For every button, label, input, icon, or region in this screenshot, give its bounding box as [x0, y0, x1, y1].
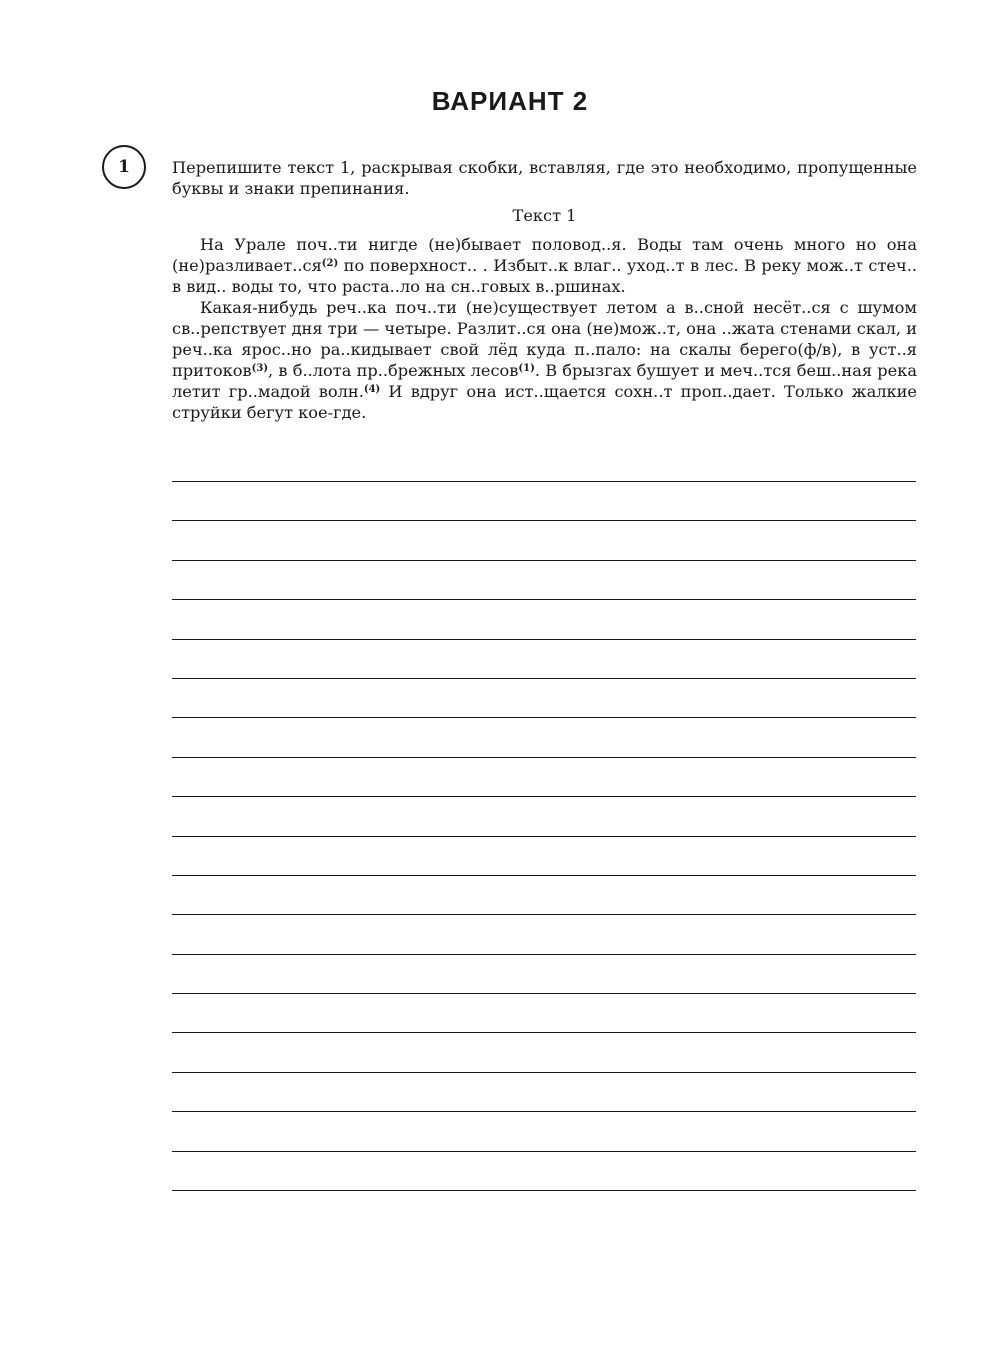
task-number-badge: 1 — [102, 145, 146, 189]
paragraph-1-text: На Урале поч..ти нигде (не)бывает половод..я. Воды там очень много но она (не)разливает..ся — [172, 235, 917, 275]
answer-line — [172, 678, 916, 717]
answer-line — [172, 1111, 916, 1150]
footnote-mark-4: (4) — [363, 384, 381, 395]
answer-line — [172, 757, 916, 796]
paragraph-2-text-cont-2: . В брызгах бушует и меч..тся беш..ная река летит гр..мадой волн. — [172, 361, 918, 401]
answer-line — [172, 1032, 916, 1071]
answer-lines — [172, 481, 916, 1229]
answer-line — [172, 954, 916, 993]
answer-line — [172, 836, 916, 875]
variant-title: ВАРИАНТ 2 — [431, 86, 589, 116]
answer-line — [172, 875, 916, 914]
answer-line — [172, 796, 916, 835]
answer-line — [172, 560, 916, 599]
text-passage — [172, 234, 917, 423]
answer-line — [172, 993, 916, 1032]
answer-line — [172, 481, 916, 520]
paragraph-1-text-cont: по поверхност.. . Избыт..к влаг.. уход..т в лес. В реку мож..т стеч.. в вид.. воды то, что раста..ло на сн..говых в..ршинах. — [172, 256, 917, 296]
answer-line — [172, 599, 916, 638]
answer-line — [172, 520, 916, 559]
answer-line — [172, 1151, 916, 1190]
answer-line — [172, 914, 916, 953]
paragraph-2-text-cont-3: И вдруг она ист..щается сохн..т проп..дает. Только жалкие струйки бегут кое-где. — [172, 382, 917, 422]
answer-line — [172, 1072, 916, 1111]
paragraph-2-text: Какая-нибудь реч..ка поч..ти (не)существует летом а в..сной несёт..ся с шумом св..репствует дня три — четыре. Разлит..ся она (не)мож..т, она ..жата стенами скал, и реч..ка ярос..но ра..кидывает свой лёд куда п..пало: на скалы берего(ф/в), в уст..я притоков — [172, 298, 917, 380]
answer-line — [172, 1190, 916, 1229]
text-heading: Текст 1 — [512, 206, 577, 225]
footnote-mark-1: (1) — [518, 363, 535, 374]
task-instruction: Перепишите текст 1, раскрывая скобки, вставляя, где это необходимо, пропущенные буквы и знаки препинания. — [172, 158, 917, 198]
footnote-mark-3: (3) — [251, 363, 269, 374]
passage-paragraph-1 — [172, 234, 917, 297]
passage-paragraph-2 — [172, 297, 917, 423]
answer-line — [172, 717, 916, 756]
footnote-mark-2: (2) — [321, 258, 339, 269]
paragraph-2-text-cont: , в б..лота пр..брежных лесов — [268, 361, 519, 380]
answer-line — [172, 639, 916, 678]
